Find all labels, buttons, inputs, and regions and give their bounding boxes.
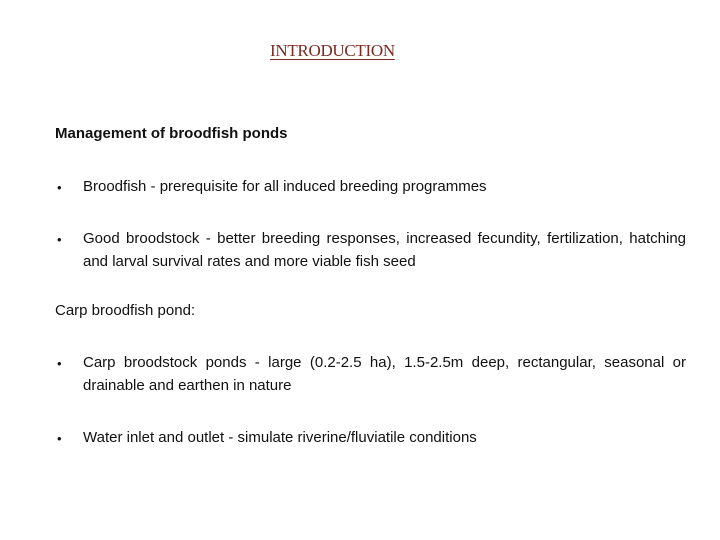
section-heading-carp-pond: Carp broodfish pond:	[55, 302, 196, 319]
bullet-marker: •	[57, 431, 62, 446]
bullet-marker: •	[57, 232, 62, 247]
bullet-text-water-inlet: Water inlet and outlet - simulate riverine/fluviatile conditions	[83, 429, 477, 446]
section-heading-management: Management of broodfish ponds	[55, 125, 288, 142]
bullet-text-good-broodstock: Good broodstock - better breeding responses, increased fecundity, fertilization, hatching and larval survival rates and more viable fish seed	[83, 230, 686, 270]
bullet-text-carp-ponds: Carp broodstock ponds - large (0.2-2.5 ha), 1.5-2.5m deep, rectangular, seasonal or drainable and earthen in nature	[83, 354, 686, 394]
page-title: INTRODUCTION	[270, 41, 395, 60]
bullet-text-broodfish: Broodfish - prerequisite for all induced breeding programmes	[83, 178, 487, 195]
bullet-marker: •	[57, 180, 62, 195]
bullet-marker: •	[57, 356, 62, 371]
